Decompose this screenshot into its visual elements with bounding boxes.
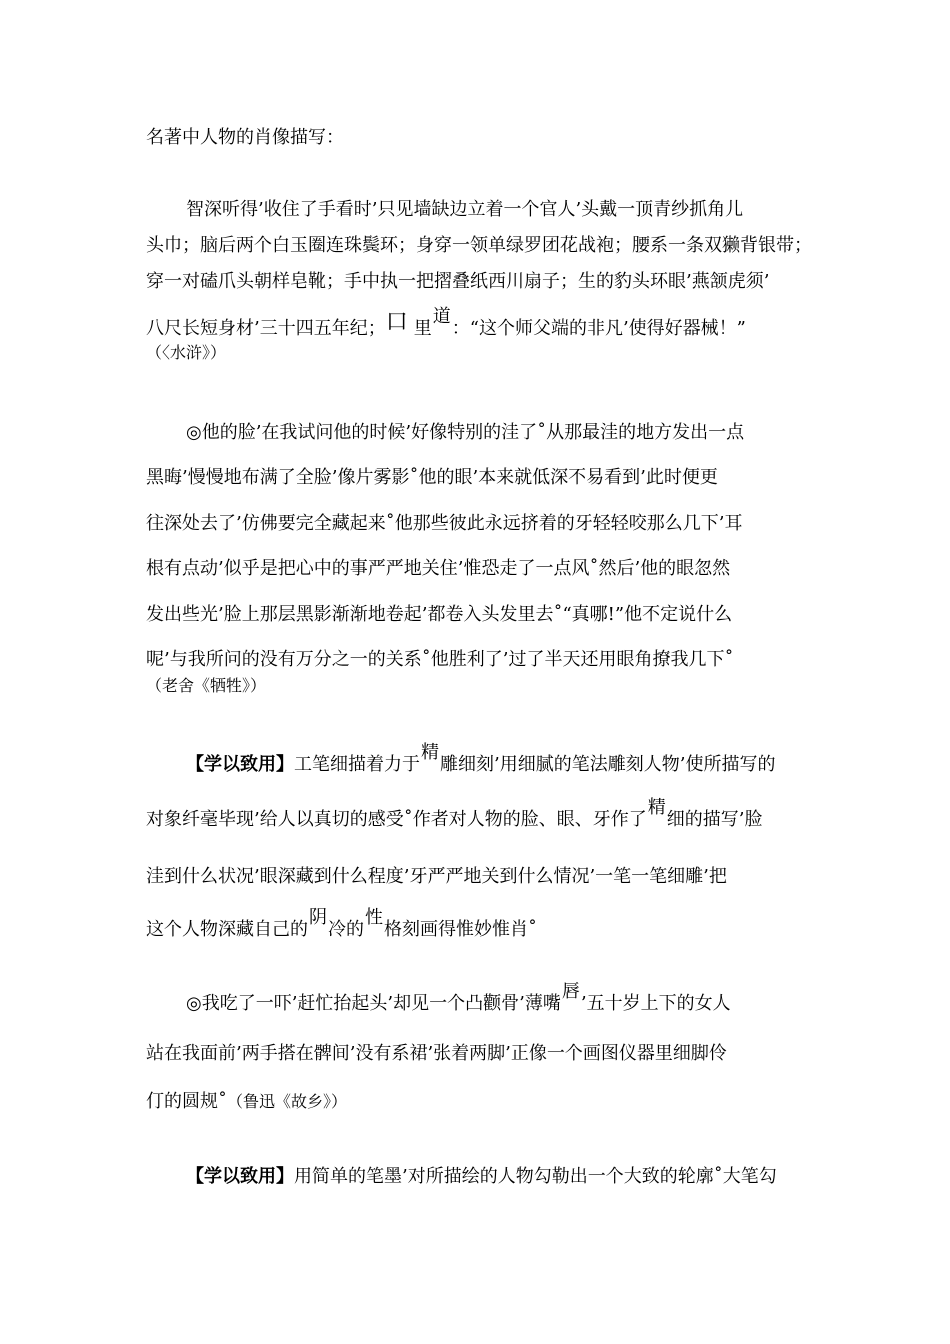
p1-line-1: 智深听得’收住了手看时’只见墙缺边立着一个官人’头戴一顶青纱抓角儿: [186, 199, 744, 220]
p3-line-2-text-a: 对象纤毫毕现’给人以真切的感受˚作者对人物的脸、眼、牙作了: [146, 809, 647, 830]
section-title: 名著中人物的肖像描写：: [146, 127, 344, 148]
p3-line-1: [186, 742, 776, 777]
p2-line-1: ◎他的脸’在我试问他的时候’好像特别的洼了˚从那最洼的地方发出一点: [186, 422, 745, 443]
p3-line-3: 洼到什么状况’眼深藏到什么程度’牙严严地关到什么情况’一笔一笔细雕’把: [146, 866, 727, 887]
p1-char-li: 里: [413, 318, 432, 339]
p1-line-3: 穿一对磕爪头朝样皂靴；手中执一把摺叠纸西川扇子；生的豹头环眼’燕颔虎须’: [146, 271, 770, 292]
p4-line-3-text-a: 仃的圆规˚: [146, 1091, 227, 1112]
p4-line-1-text-b: ’五十岁上下的女人: [580, 993, 731, 1014]
p3-line-2: [146, 797, 763, 832]
p3-char-jing-1: 精: [421, 742, 439, 763]
p1-char-dao: 道: [432, 306, 451, 327]
p3-line-4-text-b: 冷的: [328, 919, 364, 940]
p3-line-2-text-b: 细的描写’脸: [666, 809, 763, 830]
p3-char-xing: 性: [365, 907, 383, 928]
p3-tag: 【学以致用】: [186, 754, 294, 775]
p2-line-3: 往深处去了’仿佛要完全藏起来˚他那些彼此永远挤着的牙轻轻咬那么几下’耳: [146, 513, 743, 534]
p2-line-5: 发出些光’脸上那层黑影渐渐地卷起’都卷入头发里去˚“真哪!”他不定说什么: [146, 604, 733, 625]
p2-line-2: 黑晦’慢慢地布满了全脸’像片雾影˚他的眼’本来就低深不易看到’此时便更: [146, 467, 718, 488]
p1-line-4-text-b: ：“这个师父端的非凡’使得好器械！”: [451, 318, 746, 339]
p2-line-6: 呢’与我所问的没有万分之一的关系˚他胜利了’过了半天还用眼角撩我几下˚: [146, 649, 734, 670]
p4-source: （鲁迅《故乡》）: [227, 1092, 348, 1111]
p4-char-chun: 唇: [561, 981, 580, 1002]
p1-char-kou: 口: [385, 310, 408, 335]
p5-tag: 【学以致用】: [186, 1166, 294, 1187]
p3-line-4: [146, 907, 537, 942]
p4-line-1: [186, 981, 731, 1016]
p1-line-2: 头巾；脑后两个白玉圈连珠鬓环；身穿一领单绿罗团花战袍；腰系一条双獭背银带；: [146, 235, 812, 256]
p4-line-1-text-a: ◎我吃了一吓’赶忙抬起头’却见一个凸颧骨’薄嘴: [186, 993, 561, 1014]
p1-line-4-text-a: 八尺长短身材’三十四五年纪；: [146, 318, 386, 339]
p4-line-2: 站在我面前’两手搭在髀间’没有系裙’张着两脚’正像一个画图仪器里细脚伶: [146, 1043, 727, 1064]
p3-char-jing-2: 精: [647, 797, 666, 818]
p3-line-4-text-a: 这个人物深藏自己的: [146, 919, 308, 940]
p1-source: （〈水浒》）: [146, 343, 227, 362]
p3-char-yin: 阴: [309, 907, 327, 928]
p1-line-4: [146, 306, 746, 341]
p2-line-4: 根有点动’似乎是把心中的事严严地关住’惟恐走了一点风˚然后’他的眼忽然: [146, 558, 731, 579]
p4-line-3: [146, 1090, 347, 1114]
p3-line-1-text-b: 雕细刻’用细腻的笔法雕刻人物’使所描写的: [440, 754, 776, 775]
p5-line-1-text: 用简单的笔墨’对所描绘的人物勾勒出一个大致的轮廓˚大笔勾: [294, 1166, 777, 1187]
p5-line-1: [186, 1165, 777, 1189]
p3-line-4-text-c: 格刻画得惟妙惟肖˚: [384, 919, 537, 940]
p2-source: （老舍《牺牲》）: [146, 676, 267, 695]
p3-line-1-text-a: 工笔细描着力于: [294, 754, 420, 775]
